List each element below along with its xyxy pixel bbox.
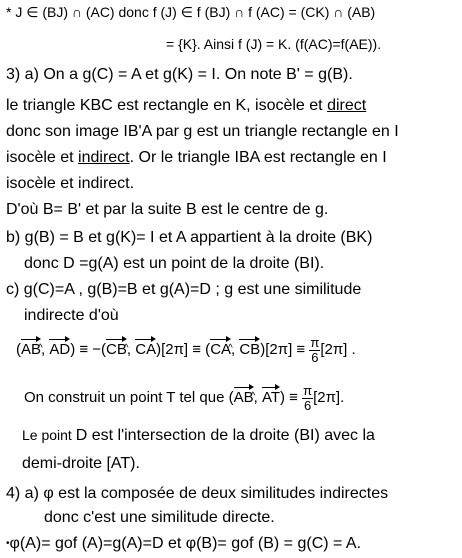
fraction-denominator: 6 [311, 349, 319, 365]
line-4-text: le triangle KBC est rectangle en K, isocèle et [6, 97, 328, 114]
eq-modulo: )[2π] ≡ [260, 341, 306, 359]
line-5: donc son image IB'A par g est un triangle rectangle en I [6, 123, 399, 140]
fraction-numerator: π [303, 383, 313, 398]
vector-ab: AB [21, 341, 42, 359]
vector-ad: AD [49, 341, 71, 359]
vector-cb: CB [239, 341, 261, 359]
line-9: b) g(B) = B et g(K)= I et A appartient à la droite (BK) [6, 229, 373, 246]
line-15 [22, 428, 375, 444]
eq-comma: , [253, 389, 262, 407]
line-17: 4) a) φ est la composée de deux similitudes indirectes [6, 485, 389, 502]
bullet-icon: • [6, 538, 10, 549]
eq-tail: [2π]. [313, 389, 345, 407]
eq-congruent: ) ≡ [280, 389, 298, 407]
fraction-pi-6 [302, 384, 313, 412]
line-10: donc D =g(A) est un point de la droite (BI). [24, 255, 325, 272]
line-1: * J ∈ (BJ) ∩ (AC) donc f (J) ∈ f (BJ) ∩ f (AC) = (CK) ∩ (AB) [6, 4, 376, 20]
line-6-underlined: indirect [78, 149, 130, 166]
line-16: demi-droite [AT). [22, 455, 140, 472]
line-4 [6, 98, 366, 114]
vector-ab: AB [233, 389, 254, 407]
eq-tail: [2π] . [320, 341, 356, 359]
line-4-underlined: direct [327, 97, 367, 114]
eq-modulo: )[2π] ≡ ( [156, 341, 211, 359]
line-6-text-a: isocèle et [6, 149, 79, 166]
vector-cb: CB [106, 341, 127, 359]
fraction-numerator: π [310, 335, 320, 350]
vector-ca: CA [210, 341, 232, 359]
line-15-text-b: D est l'intersection de la droite (BI) avec la [75, 427, 375, 444]
eq-comma: , [126, 341, 136, 359]
line-2: = {K}. Ainsi f (J) = K. (f(AC)=f(AE)). [166, 36, 382, 52]
eq-comma: , [231, 341, 240, 359]
eq-congruent: ) ≡ −( [70, 341, 107, 359]
line-7: isocèle et indirect. [6, 175, 135, 192]
line-19-text: φ(A)= gof (A)=g(A)=D et φ(B)= gof (B) = g(C) = A. [9, 535, 362, 552]
line-6-text-c: . Or le triangle IBA est rectangle en I [129, 149, 387, 166]
vector-at: AT [261, 389, 280, 407]
eq-comma: , [41, 341, 50, 359]
line-3: 3) a) On a g(C) = A et g(K) = I. On note B' = g(B). [6, 66, 353, 83]
angle-equation [16, 336, 356, 364]
line-18: donc c'est une similitude directe. [44, 509, 275, 526]
line-6 [6, 150, 387, 166]
line-19 [6, 536, 361, 552]
construction-text: On construit un point T tel que ( [24, 389, 234, 407]
line-11: c) g(C)=A , g(B)=B et g(A)=D ; g est une similitude [6, 281, 362, 298]
eq-paren: ( [16, 341, 21, 359]
line-8: D'où B= B' et par la suite B est le centre de g. [6, 201, 329, 218]
construction-line [24, 384, 344, 412]
vector-ca: CA [135, 341, 157, 359]
fraction-pi-6 [309, 336, 320, 364]
line-15-text-a: Le point [22, 427, 76, 443]
fraction-denominator: 6 [303, 397, 312, 413]
line-12: indirecte d'où [24, 307, 119, 324]
